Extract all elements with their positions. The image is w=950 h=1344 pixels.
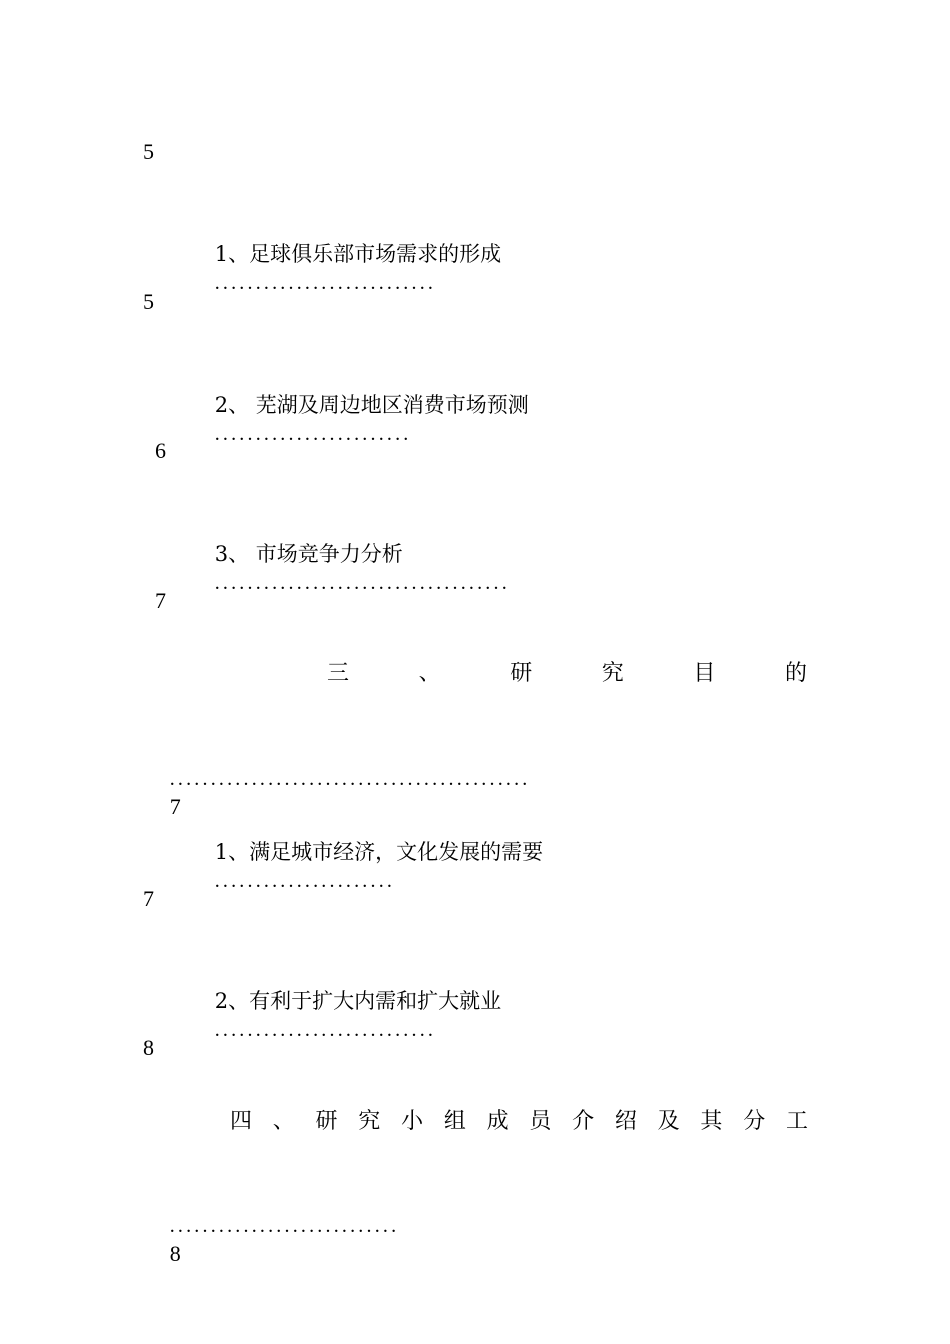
heading-char: 目 xyxy=(693,661,716,686)
toc-entry-title: 1、满足城市经济，文化发展的需要 xyxy=(214,840,544,864)
toc-entry xyxy=(188,959,502,1041)
heading-char: 四 xyxy=(230,1109,253,1134)
toc-entry-title: 1、足球俱乐部市场需求的形成 xyxy=(214,242,502,266)
heading-char: 、 xyxy=(418,661,441,686)
heading-char: 组 xyxy=(443,1109,466,1134)
toc-leader-dots: .................................... xyxy=(214,572,510,594)
heading-char: 绍 xyxy=(614,1109,637,1134)
heading-char: 员 xyxy=(529,1109,552,1134)
toc-page-number: 6 xyxy=(155,438,166,463)
heading-char: 成 xyxy=(486,1109,509,1134)
toc-leader-dots: ............................ xyxy=(169,1215,400,1237)
toc-leader-dots: ........................ xyxy=(214,423,412,445)
toc-entry-title: 3、 市场竞争力分析 xyxy=(214,542,403,566)
toc-entry xyxy=(188,810,544,892)
toc-page-number: 7 xyxy=(169,794,181,819)
toc-leader-line xyxy=(143,1183,400,1266)
toc-leader-line xyxy=(143,736,531,819)
toc-section-heading xyxy=(230,1108,808,1136)
toc-entry xyxy=(188,512,510,594)
heading-char: 及 xyxy=(657,1109,680,1134)
heading-char: 、 xyxy=(272,1109,295,1134)
toc-page-number: 8 xyxy=(143,1035,154,1060)
toc-page-number: 7 xyxy=(155,588,166,613)
toc-entry xyxy=(188,212,502,294)
toc-entry xyxy=(188,363,529,445)
toc-page-number: 5 xyxy=(143,139,154,164)
toc-page-number: 5 xyxy=(143,289,154,314)
heading-char: 究 xyxy=(358,1109,381,1134)
heading-char: 工 xyxy=(785,1109,808,1134)
toc-leader-dots: ............................................ xyxy=(169,768,531,790)
heading-char: 究 xyxy=(601,661,624,686)
toc-page-number: 7 xyxy=(143,886,154,911)
toc-section-heading xyxy=(327,660,807,688)
toc-page-number: 8 xyxy=(169,1241,181,1266)
toc-leader-dots: ...................... xyxy=(214,870,396,892)
heading-char: 三 xyxy=(327,661,350,686)
toc-leader-dots: ........................... xyxy=(214,272,437,294)
heading-char: 介 xyxy=(572,1109,595,1134)
heading-char: 分 xyxy=(743,1109,766,1134)
heading-char: 研 xyxy=(510,661,533,686)
heading-char: 研 xyxy=(315,1109,338,1134)
heading-char: 小 xyxy=(401,1109,424,1134)
toc-entry-title: 2、 芜湖及周边地区消费市场预测 xyxy=(214,393,529,417)
heading-char: 其 xyxy=(700,1109,723,1134)
toc-leader-dots: ........................... xyxy=(214,1019,437,1041)
toc-entry-title: 2、有利于扩大内需和扩大就业 xyxy=(214,989,502,1013)
heading-char: 的 xyxy=(784,661,807,686)
